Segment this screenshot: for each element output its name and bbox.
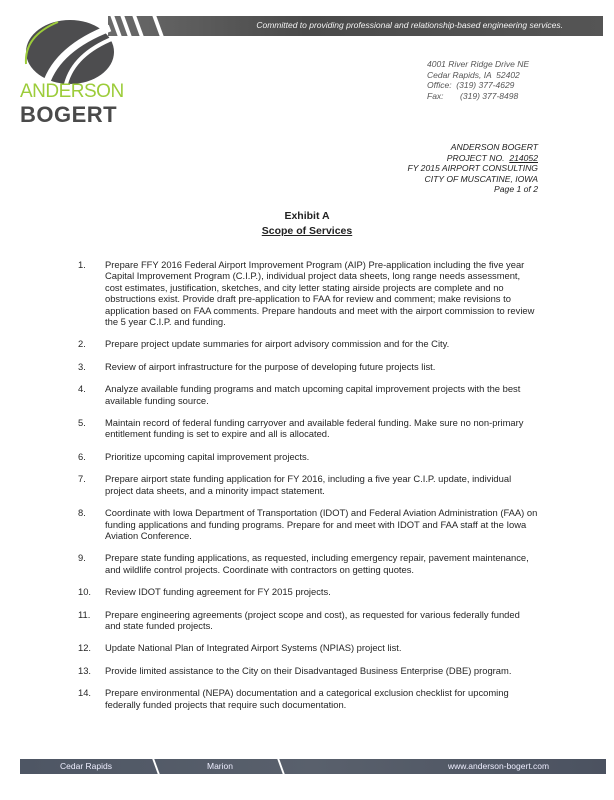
- scope-item-text: Prepare airport state funding application for FY 2016, including a five year C.I.P. update, individual project data sheets, and a minority impact statement.: [105, 473, 512, 496]
- scope-item-number: 10.: [78, 586, 92, 598]
- tagline: Committed to providing professional and relationship-based engineering services.: [256, 20, 563, 30]
- project-company: ANDERSON BOGERT: [450, 142, 538, 152]
- address-street: 4001 River Ridge Drive NE: [427, 59, 530, 69]
- scope-item-number: 11.: [78, 608, 91, 620]
- exhibit-subtitle: Scope of Services: [261, 225, 353, 237]
- footer-website-link[interactable]: www.anderson-bogert.com: [448, 761, 550, 771]
- header-tagline-bar: [108, 16, 603, 36]
- scope-item: [78, 383, 538, 406]
- scope-item-text: Maintain record of federal funding carryover and available federal funding. Make sure no non-primary entitlement funding is set to expire and all is allocated.: [105, 417, 524, 440]
- scope-item-number: 2.: [78, 338, 86, 350]
- scope-item-text: Coordinate with Iowa Department of Transportation (IDOT) and Federal Aviation Administration (FAA) on funding applications and funding programs. Prepare for and meet with IDOT and FAA staff at the Iowa Aviation Conference.: [105, 507, 538, 541]
- scope-item-text: Review IDOT funding agreement for FY 2015 projects.: [105, 586, 331, 598]
- scope-item: [78, 586, 538, 597]
- scope-item-text: Review of airport infrastructure for the purpose of developing future projects list.: [105, 360, 436, 372]
- scope-item: [78, 642, 538, 653]
- project-client: CITY OF MUSCATINE, IOWA: [424, 173, 538, 184]
- scope-item: [78, 361, 538, 372]
- scope-item-text: Prepare environmental (NEPA) documentation and a categorical exclusion checklist for upcoming federally funded projects that require such documentation.: [105, 687, 509, 710]
- scope-item-text: Prepare state funding applications, as requested, including emergency repair, pavement maintenance, and wildlife control projects. Coordinate with contractors on getting quotes.: [105, 552, 529, 575]
- scope-item: [78, 687, 538, 710]
- scope-item-text: Analyze available funding programs and match upcoming capital improvement projects with the best available funding source.: [105, 383, 521, 406]
- scope-item-number: 4.: [78, 383, 86, 395]
- scope-list: [78, 259, 538, 721]
- scope-item-text: Prepare engineering agreements (project scope and cost), as requested for various federally funded and state funded projects.: [105, 608, 520, 631]
- exhibit-title: Exhibit A: [284, 210, 330, 222]
- scope-item: [78, 451, 538, 462]
- scope-item-text: Prepare FFY 2016 Federal Airport Improvement Program (AIP) Pre-application including the five year Capital Improvement Program (C.I.P.), individual project data sheets, long range needs assessment, cost estimates, justification, sketches, and city letter stating airside projects are complete and no obstructions exist. Provide draft pre-application to FAA for review and comment; make revisions to application based on FAA comments. Prepare handouts and meet with the airport commission to review the 5 year C.I.P. and funding.: [105, 259, 535, 328]
- address-city: Cedar Rapids, IA 52402: [427, 69, 520, 80]
- project-name: FY 2015 AIRPORT CONSULTING: [407, 163, 538, 174]
- scope-item-number: 3.: [78, 360, 86, 372]
- company-address: [427, 59, 529, 101]
- scope-item: [78, 473, 538, 496]
- scope-item: [78, 665, 538, 676]
- scope-item-number: 6.: [78, 450, 86, 462]
- scope-item: [78, 259, 538, 327]
- scope-item: [78, 338, 538, 349]
- scope-item-number: 12.: [78, 642, 92, 654]
- footer-bar: [20, 759, 606, 774]
- scope-item: [78, 417, 538, 440]
- scope-item: [78, 609, 538, 632]
- scope-item: [78, 552, 538, 575]
- scope-item-number: 1.: [78, 259, 86, 270]
- brand-name-line1: ANDERSON: [20, 81, 124, 102]
- company-logo-icon: [18, 18, 118, 86]
- scope-item-text: Provide limited assistance to the City on their Disadvantaged Business Enterprise (DBE) program.: [105, 664, 512, 676]
- project-number: 214052: [509, 152, 538, 163]
- address-fax: Fax: (319) 377-8498: [427, 90, 519, 101]
- address-office-phone: Office: (319) 377-4629: [427, 80, 515, 90]
- scope-item-number: 14.: [78, 687, 92, 699]
- scope-item-text: Prioritize upcoming capital improvement projects.: [105, 450, 310, 462]
- scope-item-number: 5.: [78, 417, 86, 429]
- scope-item-number: 9.: [78, 552, 86, 564]
- scope-item-text: Prepare project update summaries for airport advisory commission and for the City.: [105, 338, 450, 350]
- footer-office-cedar-rapids: Cedar Rapids: [60, 761, 112, 771]
- scope-item-number: 7.: [78, 473, 86, 485]
- brand-name-line2: BOGERT: [20, 102, 118, 127]
- project-label: PROJECT NO.: [446, 152, 505, 163]
- page-number: Page 1 of 2: [494, 184, 538, 195]
- scope-item-text: Update National Plan of Integrated Airport Systems (NPIAS) project list.: [105, 642, 402, 654]
- project-block: [407, 142, 538, 195]
- scope-item-number: 8.: [78, 507, 86, 519]
- scope-item: [78, 507, 538, 541]
- footer-office-marion: Marion: [207, 761, 233, 771]
- scope-item-number: 13.: [78, 664, 92, 676]
